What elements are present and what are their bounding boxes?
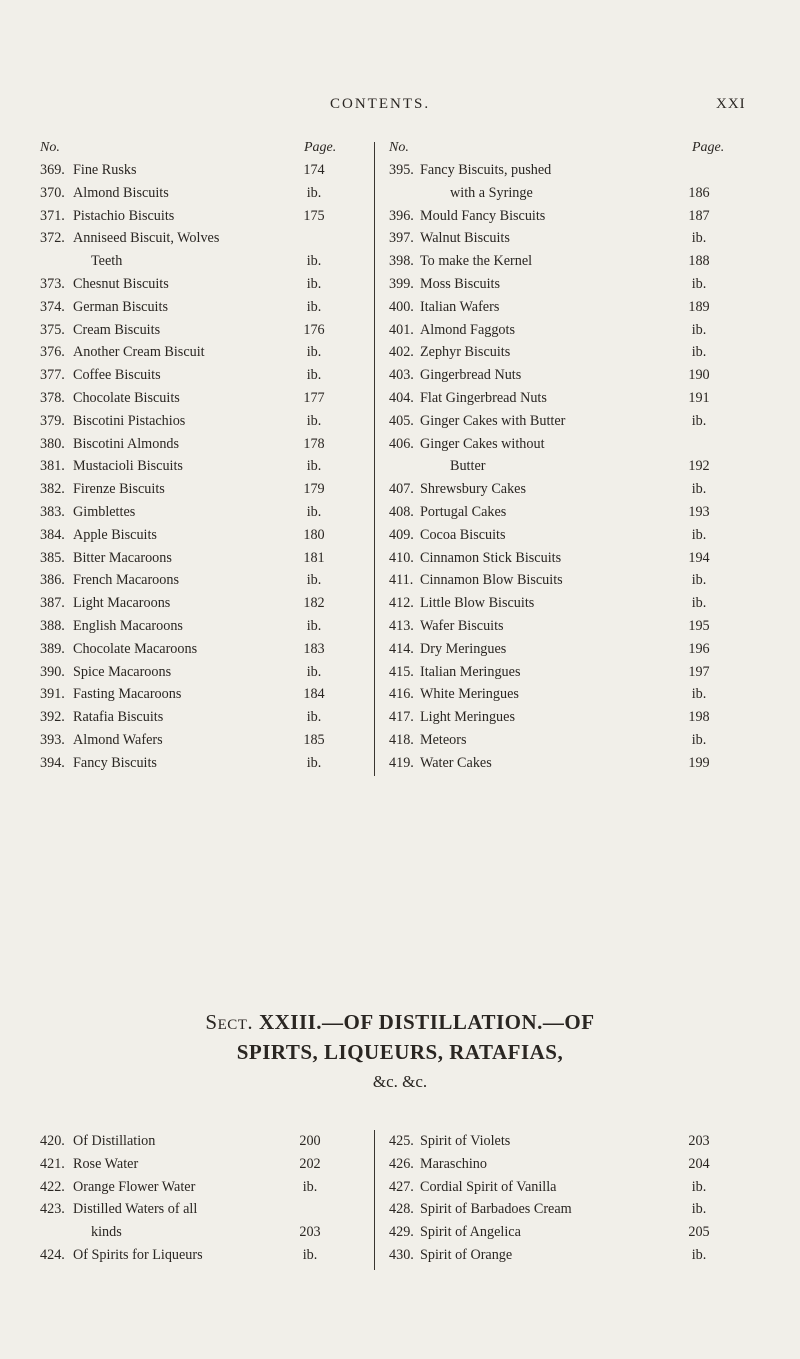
entry-title: Cordial Spirit of Vanilla [420, 1178, 557, 1195]
contents-entry [40, 159, 365, 182]
entry-title: Flat Gingerbread Nuts [420, 389, 547, 406]
entry-number: 430. [389, 1246, 414, 1263]
entry-title: Walnut Biscuits [420, 230, 510, 247]
contents-entry [389, 638, 769, 661]
entry-number: 369. [40, 162, 65, 178]
entry-title: Of Spirits for Liqueurs [73, 1246, 203, 1263]
contents-entry [389, 1221, 769, 1244]
entry-title: Ratafia Biscuits [73, 709, 164, 726]
entry-title: with a Syringe [450, 184, 533, 201]
entry-page: 203 [688, 1133, 710, 1149]
entry-page: ib. [306, 458, 322, 475]
contents-entry [40, 729, 365, 752]
entry-page: 181 [303, 549, 325, 566]
entry-number: 421. [40, 1155, 65, 1172]
entry-number: 399. [389, 275, 414, 292]
entry-title: Spirit of Orange [420, 1246, 513, 1263]
section-label: Sect. [205, 1010, 254, 1034]
entry-page: 198 [688, 709, 710, 726]
contents-entry [40, 205, 365, 228]
section-heading-line-1 [0, 1010, 800, 1035]
entry-page: 204 [688, 1155, 710, 1172]
entry-number: 402. [389, 344, 414, 361]
contents-entry [389, 569, 769, 592]
entry-number: 397. [389, 230, 414, 247]
entry-title: Fancy Biscuits [73, 754, 157, 771]
contents-entry [40, 661, 365, 684]
entry-page: 178 [303, 435, 325, 452]
entry-number: 389. [40, 640, 65, 657]
contents-entry [40, 1153, 365, 1176]
entry-page: 179 [303, 481, 325, 498]
entry-number: 386. [40, 572, 65, 589]
contents-entry [389, 615, 769, 638]
entry-number: 404. [389, 389, 414, 406]
contents-entry [389, 227, 769, 250]
entry-title: Cocoa Biscuits [420, 526, 506, 543]
contents-entry [389, 706, 769, 729]
entry-title: Rose Water [73, 1155, 139, 1172]
contents-entry [40, 1130, 365, 1153]
entry-page: 195 [688, 617, 710, 634]
contents-entry [389, 683, 769, 706]
entry-number: 420. [40, 1133, 65, 1149]
contents-entry [40, 592, 365, 615]
contents-entry [389, 341, 769, 364]
entry-title: Zephyr Biscuits [420, 344, 511, 361]
section-title-part-1: XXIII.—OF DISTILLATION.—OF [258, 1010, 595, 1034]
contents-entry [389, 364, 769, 387]
entry-page: ib. [302, 1246, 318, 1263]
entry-title: Cream Biscuits [73, 321, 161, 338]
entry-page: ib. [302, 1178, 318, 1195]
entry-title: Spirit of Angelica [420, 1224, 521, 1241]
entry-number: 411. [389, 572, 414, 589]
entry-page: ib. [306, 275, 322, 292]
entry-number: 388. [40, 617, 65, 634]
entry-page: 183 [303, 640, 325, 657]
contents-entry [389, 729, 769, 752]
entry-page: 193 [688, 503, 710, 520]
entry-title: Fasting Macaroons [73, 686, 182, 703]
contents-column-left [40, 140, 365, 775]
entry-number: 428. [389, 1201, 414, 1218]
entry-title: Spirit of Barbadoes Cream [420, 1201, 572, 1218]
entry-number: 425. [389, 1133, 414, 1149]
entry-title: Mould Fancy Biscuits [420, 207, 546, 224]
entry-page: ib. [306, 663, 322, 680]
running-head-title: CONTENTS. [330, 96, 431, 112]
entry-page: 188 [688, 253, 710, 270]
contents-entry [389, 296, 769, 319]
entry-title: Meteors [420, 731, 467, 748]
entry-title: Mustacioli Biscuits [73, 458, 183, 475]
contents-entry [389, 752, 769, 775]
entry-number: 372. [40, 230, 65, 247]
entry-page: ib. [691, 1246, 707, 1263]
entry-number: 392. [40, 709, 65, 726]
entry-title: Gingerbread Nuts [420, 367, 522, 384]
entry-number: 400. [389, 298, 414, 315]
section-heading-line-2: SPIRTS, LIQUEURS, RATAFIAS, [236, 1040, 564, 1064]
contents-entry [389, 1244, 769, 1267]
entry-page: ib. [691, 344, 707, 361]
contents-entry [389, 273, 769, 296]
entry-title: Dry Meringues [420, 640, 507, 657]
contents-entry [40, 341, 365, 364]
entry-page: 192 [688, 458, 710, 475]
entry-page: 175 [303, 207, 325, 224]
contents-entry [389, 478, 769, 501]
section-heading-line-3: &c. &c. [372, 1072, 428, 1091]
entry-number: 381. [40, 458, 65, 475]
contents-entry [40, 706, 365, 729]
entry-number: 391. [40, 686, 65, 703]
contents-entry [389, 1130, 769, 1153]
entry-title: Anniseed Biscuit, Wolves [73, 230, 220, 247]
entry-page: 186 [688, 184, 710, 201]
entry-page: 190 [688, 367, 710, 384]
entry-page: ib. [691, 275, 707, 292]
entry-page: ib. [691, 1178, 707, 1195]
entry-title: German Biscuits [73, 298, 168, 315]
entry-number: 371. [40, 207, 65, 224]
entry-number: 413. [389, 617, 414, 634]
column-header [389, 140, 769, 159]
entry-number: 387. [40, 595, 65, 612]
contents-entry [40, 1176, 365, 1199]
entry-title: Cinnamon Blow Biscuits [420, 572, 563, 589]
contents-entry [40, 752, 365, 775]
entry-number: 419. [389, 754, 414, 771]
contents-entry [389, 159, 769, 182]
entry-title: Fancy Biscuits, pushed [420, 162, 552, 178]
column-header-page: Page. [692, 140, 725, 155]
contents-entry [40, 1244, 365, 1267]
contents-entry [389, 592, 769, 615]
entry-page: ib. [306, 367, 322, 384]
page-folio: XXI [716, 96, 746, 112]
contents-entry [40, 387, 365, 410]
entry-number: 384. [40, 526, 65, 543]
entry-number: 378. [40, 389, 65, 406]
entry-page: 185 [303, 731, 325, 748]
entry-title: Maraschino [420, 1155, 487, 1172]
entry-title: Chocolate Biscuits [73, 389, 180, 406]
entry-title: Italian Wafers [420, 298, 500, 315]
entry-page: ib. [691, 321, 707, 338]
entry-page: ib. [691, 481, 707, 498]
entry-page: 182 [303, 595, 325, 612]
contents-entry [389, 410, 769, 433]
column-divider [374, 142, 375, 776]
entry-title: Teeth [91, 253, 123, 270]
entry-title: Another Cream Biscuit [73, 344, 205, 361]
contents-entry [40, 182, 365, 205]
entry-title: Butter [450, 458, 486, 475]
contents-column-right [389, 1130, 769, 1267]
entry-page: ib. [306, 253, 322, 270]
entry-number: 412. [389, 595, 414, 612]
entry-page: ib. [691, 731, 707, 748]
entry-title: Firenze Biscuits [73, 481, 165, 498]
entry-number: 409. [389, 526, 414, 543]
column-header-no: No. [389, 140, 409, 155]
contents-entry [40, 569, 365, 592]
entry-page: 177 [303, 389, 325, 406]
contents-entry [389, 250, 769, 273]
contents-entry [389, 205, 769, 228]
entry-number: 382. [40, 481, 65, 498]
entry-title: Biscotini Pistachios [73, 412, 186, 429]
entry-title: Chocolate Macaroons [73, 640, 198, 657]
contents-entry [40, 273, 365, 296]
entry-page: 184 [303, 686, 325, 703]
entry-page: ib. [306, 572, 322, 589]
entry-title: Moss Biscuits [420, 275, 501, 292]
entry-page: 194 [688, 549, 710, 566]
entry-number: 394. [40, 754, 65, 771]
contents-entry [40, 638, 365, 661]
entry-number: 418. [389, 731, 414, 748]
entry-page: ib. [691, 1201, 707, 1218]
contents-entry [389, 455, 769, 478]
entry-title: Apple Biscuits [73, 526, 157, 543]
entry-number: 407. [389, 481, 414, 498]
contents-entry [40, 547, 365, 570]
entry-number: 377. [40, 367, 65, 384]
contents-entry [389, 501, 769, 524]
entry-number: 414. [389, 640, 414, 657]
entry-page: 196 [688, 640, 710, 657]
entry-number: 376. [40, 344, 65, 361]
entry-page: ib. [306, 412, 322, 429]
entry-page: ib. [306, 184, 322, 201]
entry-title: Spice Macaroons [73, 663, 172, 680]
column-header-no: No. [40, 140, 60, 155]
entry-number: 410. [389, 549, 414, 566]
entry-title: Almond Biscuits [73, 184, 169, 201]
entry-title: Spirit of Violets [420, 1133, 511, 1149]
contents-entry [40, 478, 365, 501]
contents-entry [40, 319, 365, 342]
entry-number: 427. [389, 1178, 414, 1195]
entry-title: Coffee Biscuits [73, 367, 161, 384]
contents-entry [40, 455, 365, 478]
entry-title: Distilled Waters of all [73, 1201, 198, 1218]
contents-entry [40, 250, 365, 273]
entry-title: Ginger Cakes with Butter [420, 412, 566, 429]
contents-entry [40, 364, 365, 387]
contents-entry [389, 387, 769, 410]
entry-title: English Macaroons [73, 617, 183, 634]
entry-page: ib. [306, 344, 322, 361]
entry-title: Italian Meringues [420, 663, 521, 680]
entry-title: White Meringues [420, 686, 519, 703]
entry-page: 205 [688, 1224, 710, 1241]
contents-entry [389, 1153, 769, 1176]
contents-entry [389, 547, 769, 570]
contents-column-right [389, 140, 769, 775]
entry-page: 197 [688, 663, 710, 680]
entry-number: 422. [40, 1178, 65, 1195]
contents-entry [389, 319, 769, 342]
entry-number: 375. [40, 321, 65, 338]
entry-page: 174 [303, 162, 325, 178]
column-header-page: Page. [304, 140, 337, 155]
contents-entry [389, 661, 769, 684]
entry-number: 373. [40, 275, 65, 292]
entry-page: 191 [688, 389, 710, 406]
contents-entry [40, 296, 365, 319]
entry-title: Light Macaroons [73, 595, 171, 612]
entry-title: To make the Kernel [420, 253, 533, 270]
entry-number: 390. [40, 663, 65, 680]
contents-entry [389, 524, 769, 547]
entry-page: ib. [306, 617, 322, 634]
contents-entry [389, 1198, 769, 1221]
entry-number: 424. [40, 1246, 65, 1263]
entry-number: 374. [40, 298, 65, 315]
entry-page: ib. [691, 412, 707, 429]
entry-number: 383. [40, 503, 65, 520]
entry-number: 429. [389, 1224, 414, 1241]
entry-number: 406. [389, 435, 414, 452]
entry-number: 401. [389, 321, 414, 338]
contents-table-upper [0, 140, 800, 780]
contents-entry [40, 227, 365, 250]
entry-number: 393. [40, 731, 65, 748]
entry-page: ib. [691, 526, 707, 543]
entry-number: 405. [389, 412, 414, 429]
entry-page: ib. [691, 230, 707, 247]
entry-page: ib. [306, 503, 322, 520]
entry-page: ib. [691, 686, 707, 703]
contents-entry [389, 1176, 769, 1199]
contents-entry [389, 182, 769, 205]
column-header [40, 140, 365, 159]
entry-page: ib. [691, 595, 707, 612]
entry-title: Light Meringues [420, 709, 515, 726]
entry-title: Water Cakes [420, 754, 492, 771]
entry-number: 426. [389, 1155, 414, 1172]
entry-number: 380. [40, 435, 65, 452]
entry-title: Biscotini Almonds [73, 435, 180, 452]
entry-page: 176 [303, 321, 325, 338]
contents-entry [40, 683, 365, 706]
entry-title: Almond Wafers [73, 731, 163, 748]
entry-title: Of Distillation [73, 1133, 156, 1149]
entry-title: Portugal Cakes [420, 503, 507, 520]
contents-entry [40, 615, 365, 638]
entry-title: Shrewsbury Cakes [420, 481, 526, 498]
contents-table-lower [0, 1130, 800, 1270]
entry-title: Pistachio Biscuits [73, 207, 175, 224]
entry-title: Gimblettes [73, 503, 136, 520]
entry-page: 199 [688, 754, 710, 771]
entry-title: Fine Rusks [73, 162, 137, 178]
entry-page: ib. [306, 709, 322, 726]
entry-number: 416. [389, 686, 414, 703]
contents-entry [389, 433, 769, 456]
contents-column-left [40, 1130, 365, 1267]
entry-page: 189 [688, 298, 710, 315]
entry-title: Cinnamon Stick Biscuits [420, 549, 562, 566]
column-divider [374, 1130, 375, 1270]
entry-title: French Macaroons [73, 572, 179, 589]
entry-number: 415. [389, 663, 414, 680]
entry-number: 370. [40, 184, 65, 201]
entry-number: 417. [389, 709, 414, 726]
entry-title: Wafer Biscuits [420, 617, 504, 634]
entry-number: 408. [389, 503, 414, 520]
entry-page: ib. [306, 298, 322, 315]
contents-entry [40, 410, 365, 433]
entry-page: 202 [299, 1155, 321, 1172]
contents-entry [40, 1221, 365, 1244]
entry-title: Orange Flower Water [73, 1178, 196, 1195]
entry-number: 396. [389, 207, 414, 224]
entry-number: 398. [389, 253, 414, 270]
entry-title: Bitter Macaroons [73, 549, 172, 566]
contents-entry [40, 501, 365, 524]
entry-page: 187 [688, 207, 710, 224]
contents-entry [40, 1198, 365, 1221]
entry-page: 203 [299, 1224, 321, 1241]
entry-title: Chesnut Biscuits [73, 275, 169, 292]
contents-entry [40, 524, 365, 547]
entry-title: Ginger Cakes without [420, 435, 545, 452]
entry-page: ib. [691, 572, 707, 589]
entry-page: 180 [303, 526, 325, 543]
entry-number: 395. [389, 162, 414, 178]
entry-page: ib. [306, 754, 322, 771]
entry-page: 200 [299, 1133, 321, 1149]
running-head [0, 96, 800, 120]
entry-number: 403. [389, 367, 414, 384]
entry-number: 379. [40, 412, 65, 429]
contents-entry [40, 433, 365, 456]
entry-title: kinds [91, 1224, 122, 1241]
entry-title: Little Blow Biscuits [420, 595, 535, 612]
entry-number: 385. [40, 549, 65, 566]
entry-title: Almond Faggots [420, 321, 515, 338]
entry-number: 423. [40, 1201, 65, 1218]
